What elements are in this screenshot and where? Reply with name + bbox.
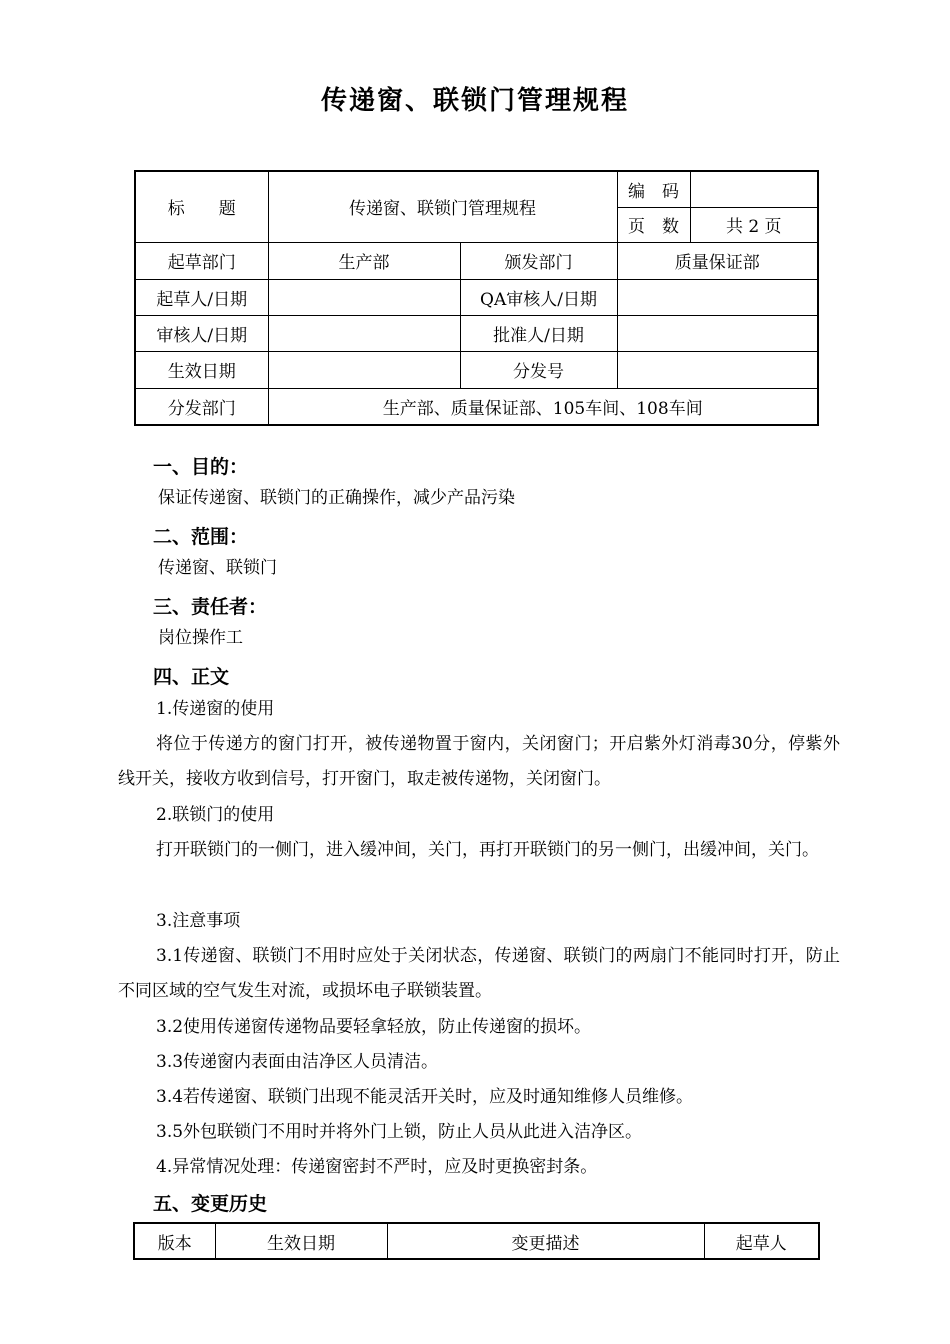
draft-dept-label-cell: 起草部门 xyxy=(135,242,268,279)
purpose-text: 保证传递窗、联锁门的正确操作，减少产品污染 xyxy=(158,488,515,508)
effective-date-value-cell xyxy=(268,351,460,388)
history-col-drafter: 起草人 xyxy=(704,1223,819,1259)
history-heading: 五、变更历史 xyxy=(153,1193,268,1215)
pages-label-cell: 页 数 xyxy=(617,207,690,242)
issue-dept-value-cell: 质量保证部 xyxy=(617,242,818,279)
dist-dept-value-cell: 生产部、质量保证部、105车间、108车间 xyxy=(268,388,818,425)
history-col-date: 生效日期 xyxy=(215,1223,387,1259)
section-3-3-text: 3.3传递窗内表面由洁净区人员清洁。 xyxy=(156,1052,439,1072)
code-label-cell: 编 码 xyxy=(617,171,690,207)
drafter-value-cell xyxy=(268,279,460,315)
section-2-text: 打开联锁门的一侧门，进入缓冲间，关门，再打开联锁门的另一侧门，出缓冲间，关门。 xyxy=(156,840,819,860)
scope-text: 传递窗、联锁门 xyxy=(158,558,277,578)
issue-dept-label-cell: 颁发部门 xyxy=(460,242,617,279)
reviewer-label-cell: 审核人/日期 xyxy=(135,315,268,351)
scope-heading: 二、范围： xyxy=(153,526,249,548)
approver-label-cell: 批准人/日期 xyxy=(460,315,617,351)
section-4-text: 4.异常情况处理：传递窗密封不严时，应及时更换密封条。 xyxy=(156,1157,598,1177)
history-col-version: 版本 xyxy=(134,1223,215,1259)
code-value-cell xyxy=(690,171,818,207)
section-2-title: 2.联锁门的使用 xyxy=(156,805,275,825)
approver-value-cell xyxy=(617,315,818,351)
dist-dept-label-cell: 分发部门 xyxy=(135,388,268,425)
body-heading: 四、正文 xyxy=(153,666,230,688)
effective-date-label-cell: 生效日期 xyxy=(135,351,268,388)
history-col-description: 变更描述 xyxy=(387,1223,704,1259)
title-value-cell: 传递窗、联锁门管理规程 xyxy=(268,171,617,242)
purpose-heading: 一、目的： xyxy=(153,456,249,478)
section-3-5-text: 3.5外包联锁门不用时并将外门上锁，防止人员从此进入洁净区。 xyxy=(156,1122,643,1142)
qa-reviewer-value-cell xyxy=(617,279,818,315)
qa-reviewer-label-cell: QA审核人/日期 xyxy=(460,279,617,315)
responsibility-text: 岗位操作工 xyxy=(158,628,243,648)
responsibility-heading: 三、责任者： xyxy=(153,596,268,618)
header-info-table xyxy=(134,170,819,426)
draft-dept-value-cell: 生产部 xyxy=(268,242,460,279)
pages-value-cell: 共 2 页 xyxy=(690,207,818,242)
document-title: 传递窗、联锁门管理规程 xyxy=(320,86,629,116)
dist-no-value-cell xyxy=(617,351,818,388)
drafter-label-cell: 起草人/日期 xyxy=(135,279,268,315)
section-1-title: 1.传递窗的使用 xyxy=(156,699,275,719)
section-1-text: 将位于传递方的窗门打开，被传递物置于窗内，关闭窗门；开启紫外灯消毒30分，停紫外线开关，接收方收到信号，打开窗门，取走被传递物，关闭窗门。 xyxy=(118,734,840,789)
title-label-cell: 标 题 xyxy=(135,171,268,242)
section-3-title: 3.注意事项 xyxy=(156,911,241,931)
section-3-2-text: 3.2使用传递窗传递物品要轻拿轻放，防止传递窗的损坏。 xyxy=(156,1017,592,1037)
change-history-table xyxy=(133,1222,820,1260)
section-3-4-text: 3.4若传递窗、联锁门出现不能灵活开关时，应及时通知维修人员维修。 xyxy=(156,1087,694,1107)
dist-no-label-cell: 分发号 xyxy=(460,351,617,388)
section-3-1-text: 3.1传递窗、联锁门不用时应处于关闭状态，传递窗、联锁门的两扇门不能同时打开，防止不同区域的空气发生对流，或损坏电子联锁装置。 xyxy=(118,946,840,1001)
reviewer-value-cell xyxy=(268,315,460,351)
